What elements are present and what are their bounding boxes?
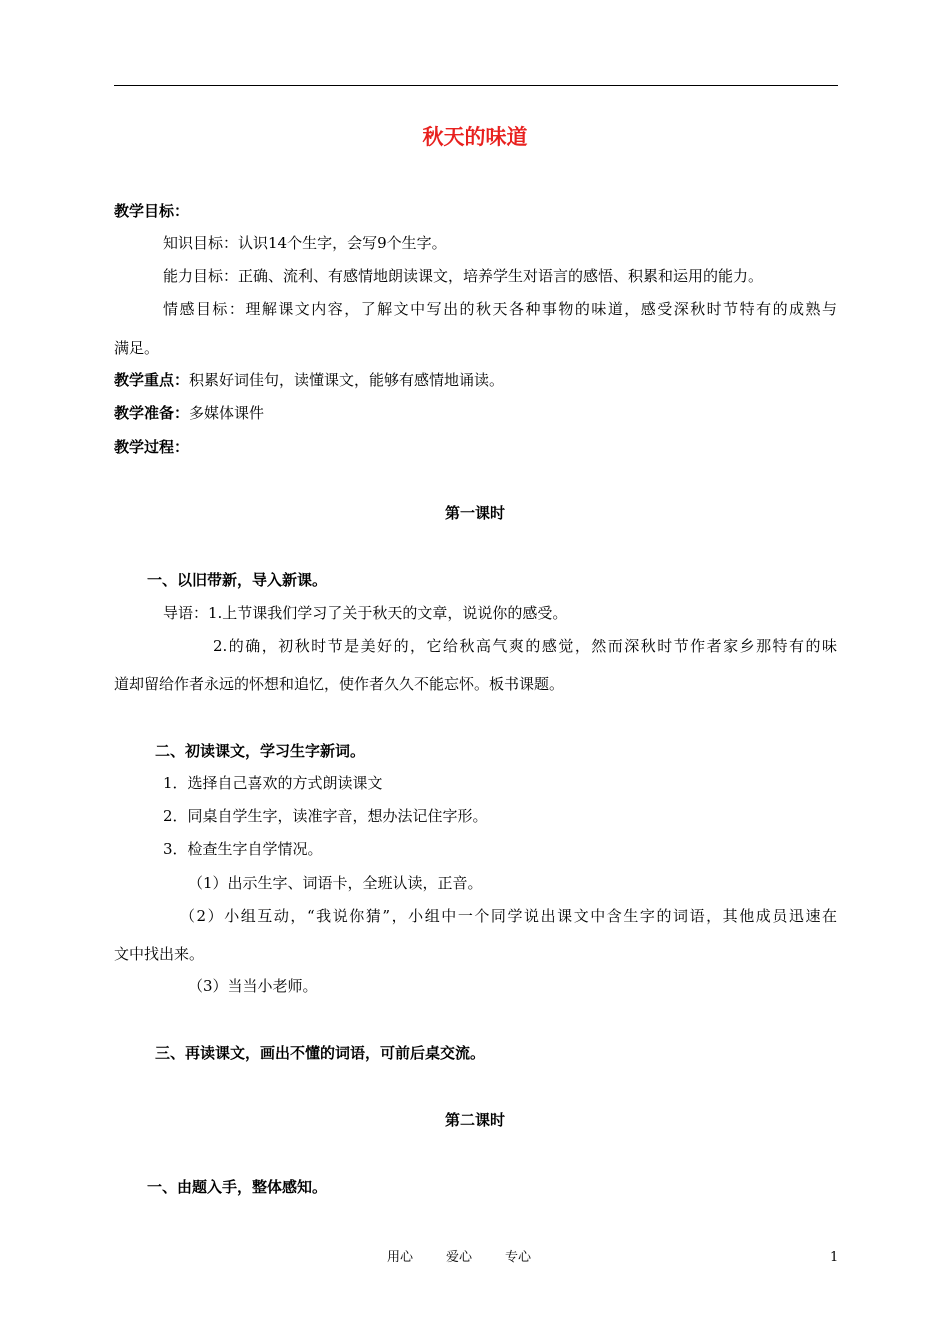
lesson1-intro-2b: 道却留给作者永远的怀想和追忆，使作者久久不能忘怀。板书课题。 bbox=[114, 675, 565, 693]
lesson1-sub2b: 文中找出来。 bbox=[114, 945, 205, 963]
lesson1-sub3: （3）当当小老师。 bbox=[188, 977, 318, 995]
keypoint-row bbox=[114, 370, 504, 390]
lesson1-step1: 1．选择自己喜欢的方式朗读课文 bbox=[163, 774, 383, 792]
lesson1-section3-heading: 三、再读课文，画出不懂的词语，可前后桌交流。 bbox=[155, 1044, 486, 1062]
objective-emotion-line1: 情感目标：理解课文内容，了解文中写出的秋天各种事物的味道，感受深秋时节特有的成熟与 bbox=[163, 300, 837, 318]
header-rule bbox=[114, 85, 838, 86]
lesson1-intro-1: 导语：1.上节课我们学习了关于秋天的文章，说说你的感受。 bbox=[163, 604, 568, 622]
keypoint-label: 教学重点： bbox=[114, 371, 190, 389]
lesson1-sub2a: （2）小组互动，“我说你猜”，小组中一个同学说出课文中含生字的词语，其他成员迅速在 bbox=[180, 907, 837, 925]
page-number: 1 bbox=[830, 1250, 839, 1265]
lesson1-heading: 第一课时 bbox=[444, 504, 505, 522]
lesson2-heading: 第二课时 bbox=[444, 1111, 505, 1129]
prep-label: 教学准备： bbox=[114, 404, 190, 422]
keypoint-text: 积累好词佳句，读懂课文，能够有感情地诵读。 bbox=[189, 371, 505, 389]
footer-motto-1: 用心 bbox=[387, 1250, 414, 1265]
footer-motto-3: 专心 bbox=[505, 1250, 532, 1265]
objective-ability: 能力目标：正确、流利、有感情地朗读课文，培养学生对语言的感悟、积累和运用的能力。 bbox=[163, 267, 764, 285]
lesson2-section1-heading: 一、由题入手，整体感知。 bbox=[147, 1178, 328, 1196]
lesson1-step2: 2．同桌自学生字，读准字音，想办法记住字形。 bbox=[163, 807, 488, 825]
lesson1-section1-heading: 一、以旧带新，导入新课。 bbox=[147, 571, 328, 589]
lesson1-sub1: （1）出示生字、词语卡，全班认读，正音。 bbox=[188, 874, 483, 892]
objectives-label: 教学目标： bbox=[114, 202, 190, 220]
lesson1-step3: 3．检查生字自学情况。 bbox=[163, 840, 323, 858]
process-label: 教学过程： bbox=[114, 438, 190, 456]
objective-emotion-line2: 满足。 bbox=[114, 339, 160, 357]
prep-row bbox=[114, 403, 264, 423]
lesson1-section2-heading: 二、初读课文，学习生字新词。 bbox=[155, 742, 366, 760]
prep-text: 多媒体课件 bbox=[189, 404, 265, 422]
document-title: 秋天的味道 bbox=[422, 125, 528, 149]
footer-motto-2: 爱心 bbox=[446, 1250, 473, 1265]
lesson1-intro-2a: 2.的确，初秋时节是美好的，它给秋高气爽的感觉，然而深秋时节作者家乡那特有的味 bbox=[213, 637, 837, 655]
objective-knowledge: 知识目标：认识14个生字，会写9个生字。 bbox=[163, 234, 447, 252]
